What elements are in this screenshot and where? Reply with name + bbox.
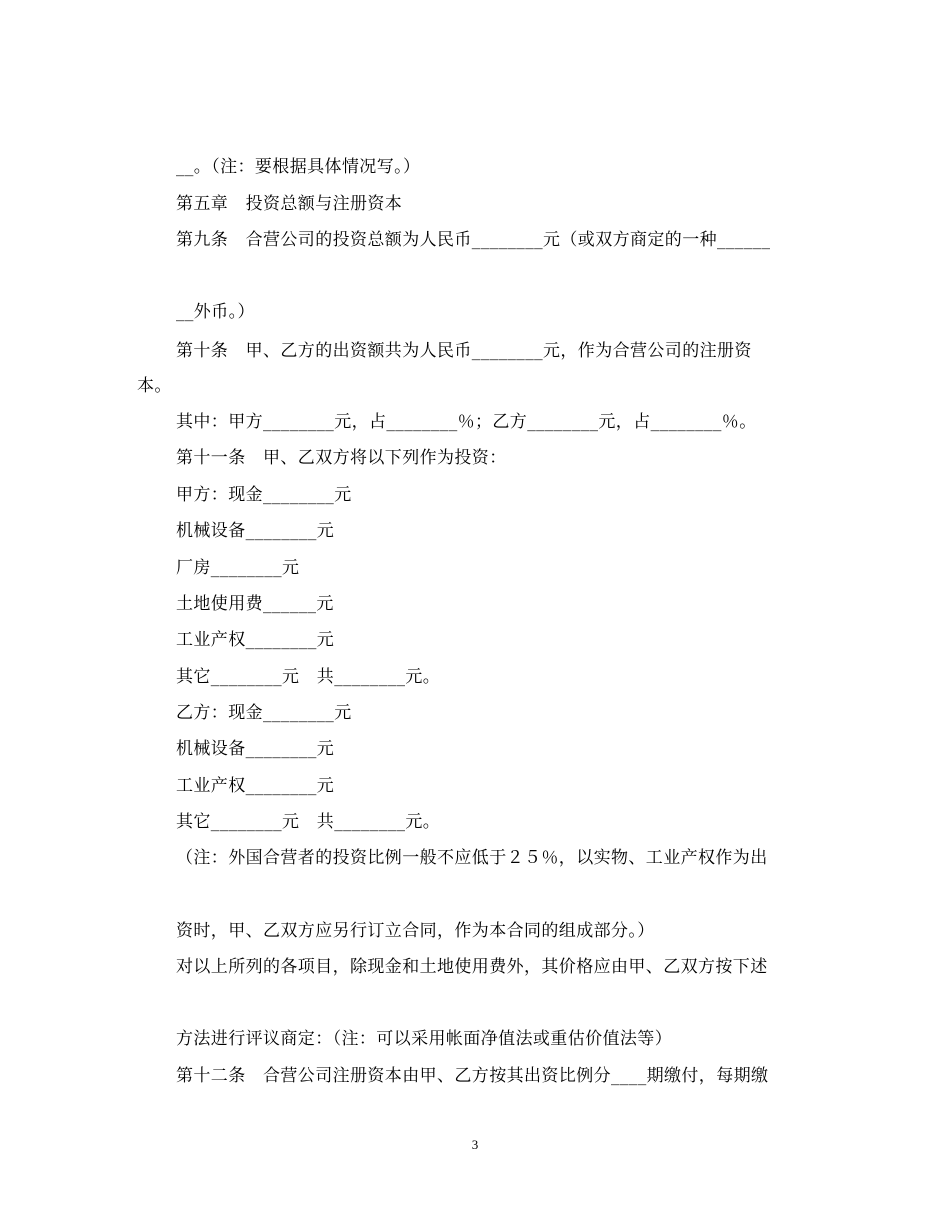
- article-12: 第十二条 合营公司注册资本由甲、乙方按其出资比例分____期缴付，每期缴: [176, 1066, 769, 1086]
- text-line: 对以上所列的各项目，除现金和土地使用费外，其价格应由甲、乙双方按下述: [176, 957, 768, 977]
- text-line: 其它________元 共________元。: [176, 667, 441, 687]
- note-line: 资时，甲、乙双方应另行订立合同，作为本合同的组成部分。）: [176, 921, 655, 941]
- page-number: 3: [471, 1137, 479, 1152]
- text-line: 机械设备________元: [176, 521, 335, 541]
- text-line: 本。: [137, 376, 172, 396]
- text-line: 其它________元 共________元。: [176, 812, 441, 832]
- article-10: 第十条 甲、乙方的出资额共为人民币________元，作为合营公司的注册资: [176, 341, 752, 361]
- text-line: 其中：甲方________元，占________％；乙方________元，占________％。: [176, 412, 757, 432]
- text-line: 方法进行评议商定：（注：可以采用帐面净值法或重估价值法等）: [176, 1029, 673, 1049]
- text-line: 乙方：现金________元: [176, 703, 352, 723]
- text-line: 厂房________元: [176, 558, 300, 578]
- article-11: 第十一条 甲、乙双方将以下列作为投资：: [176, 448, 507, 468]
- article-9: 第九条 合营公司的投资总额为人民币________元（或双方商定的一种______: [176, 230, 771, 250]
- text-line: __。（注：要根据具体情况写。）: [176, 157, 421, 177]
- text-line: __外币。）: [176, 302, 255, 322]
- text-line: 土地使用费______元: [176, 594, 334, 614]
- chapter-heading: 第五章 投资总额与注册资本: [176, 194, 403, 214]
- text-line: 甲方：现金________元: [176, 485, 352, 505]
- text-line: 工业产权________元: [176, 630, 335, 650]
- note-line: （注：外国合营者的投资比例一般不应低于２５％，以实物、工业产权作为出: [176, 848, 768, 868]
- text-line: 工业产权________元: [176, 776, 335, 796]
- text-line: 机械设备________元: [176, 739, 335, 759]
